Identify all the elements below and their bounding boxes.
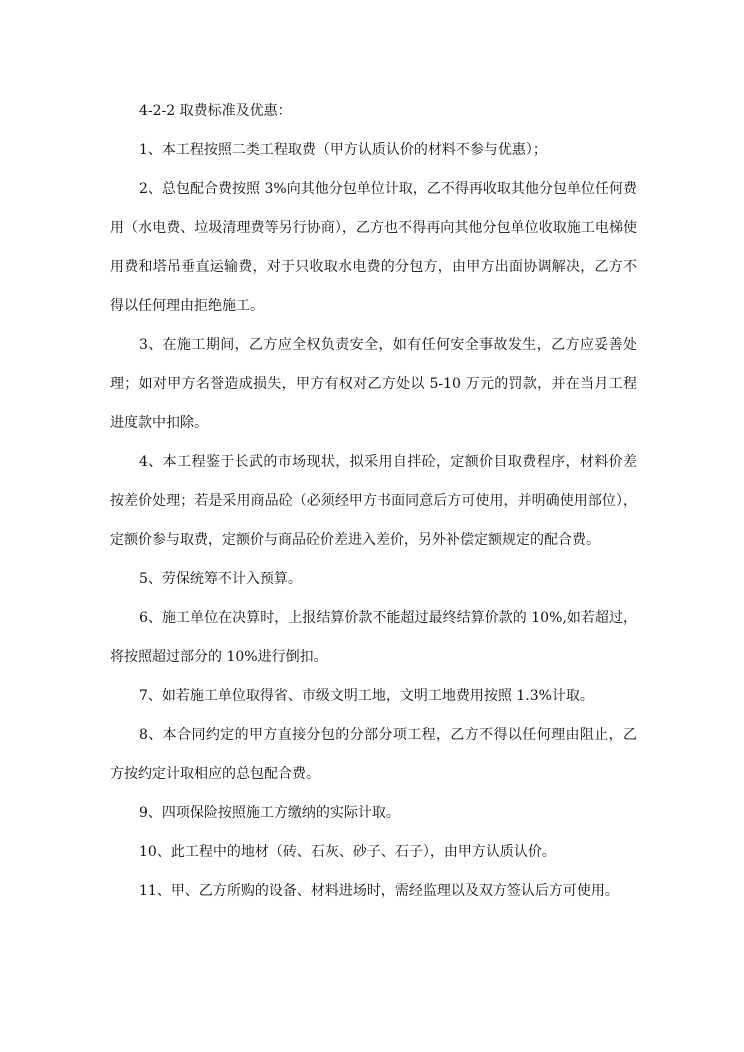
clause-8: 8、本合同约定的甲方直接分包的分部分项工程，乙方不得以任何理由阻止，乙方按约定计取相应的总包配合费。 [110,727,637,782]
clause-10: 10、此工程中的地材（砖、石灰、砂子、石子），由甲方认质认价。 [139,844,556,860]
clause-5: 5、劳保统筹不计入预算。 [139,571,302,587]
clause-4: 4、本工程鉴于长武的市场现状，拟采用自拌砼，定额价目取费程序，材料价差按差价处理；若是采用商品砼（必须经甲方书面同意后方可使用，并明确使用部位），定额价参与取费，定额价与商品砼价差进入差价，另外补偿定额规定的配合费。 [110,454,637,548]
clause-9: 9、四项保险按照施工方缴纳的实际计取。 [139,805,400,821]
clause-1: 1、本工程按照二类工程取费（甲方认质认价的材料不参与优惠）； [139,142,547,158]
clause-11: 11、甲、乙方所购的设备、材料进场时，需经监理以及双方签认后方可使用。 [139,883,619,899]
clause-3: 3、在施工期间，乙方应全权负责安全，如有任何安全事故发生，乙方应妥善处理；如对甲方名誉造成损失，甲方有权对乙方处以 5-10 万元的罚款，并在当月工程进度款中扣除。 [110,337,637,431]
clause-6: 6、施工单位在决算时，上报结算价款不能超过最终结算价款的 10%,如若超过，将按照超过部分的 10%进行倒扣。 [110,610,637,665]
section-heading: 4-2-2 取费标准及优惠： [139,103,292,119]
document-body [110,92,637,911]
clause-2: 2、总包配合费按照 3%向其他分包单位计取，乙不得再收取其他分包单位任何费用（水电费、垃圾清理费等另行协商），乙方也不得再向其他分包单位收取施工电梯使用费和塔吊垂直运输费，对于只收取水电费的分包方，由甲方出面协调解决，乙方不得以任何理由拒绝施工。 [110,181,637,314]
clause-7: 7、如若施工单位取得省、市级文明工地，文明工地费用按照 1.3%计取。 [139,688,594,704]
